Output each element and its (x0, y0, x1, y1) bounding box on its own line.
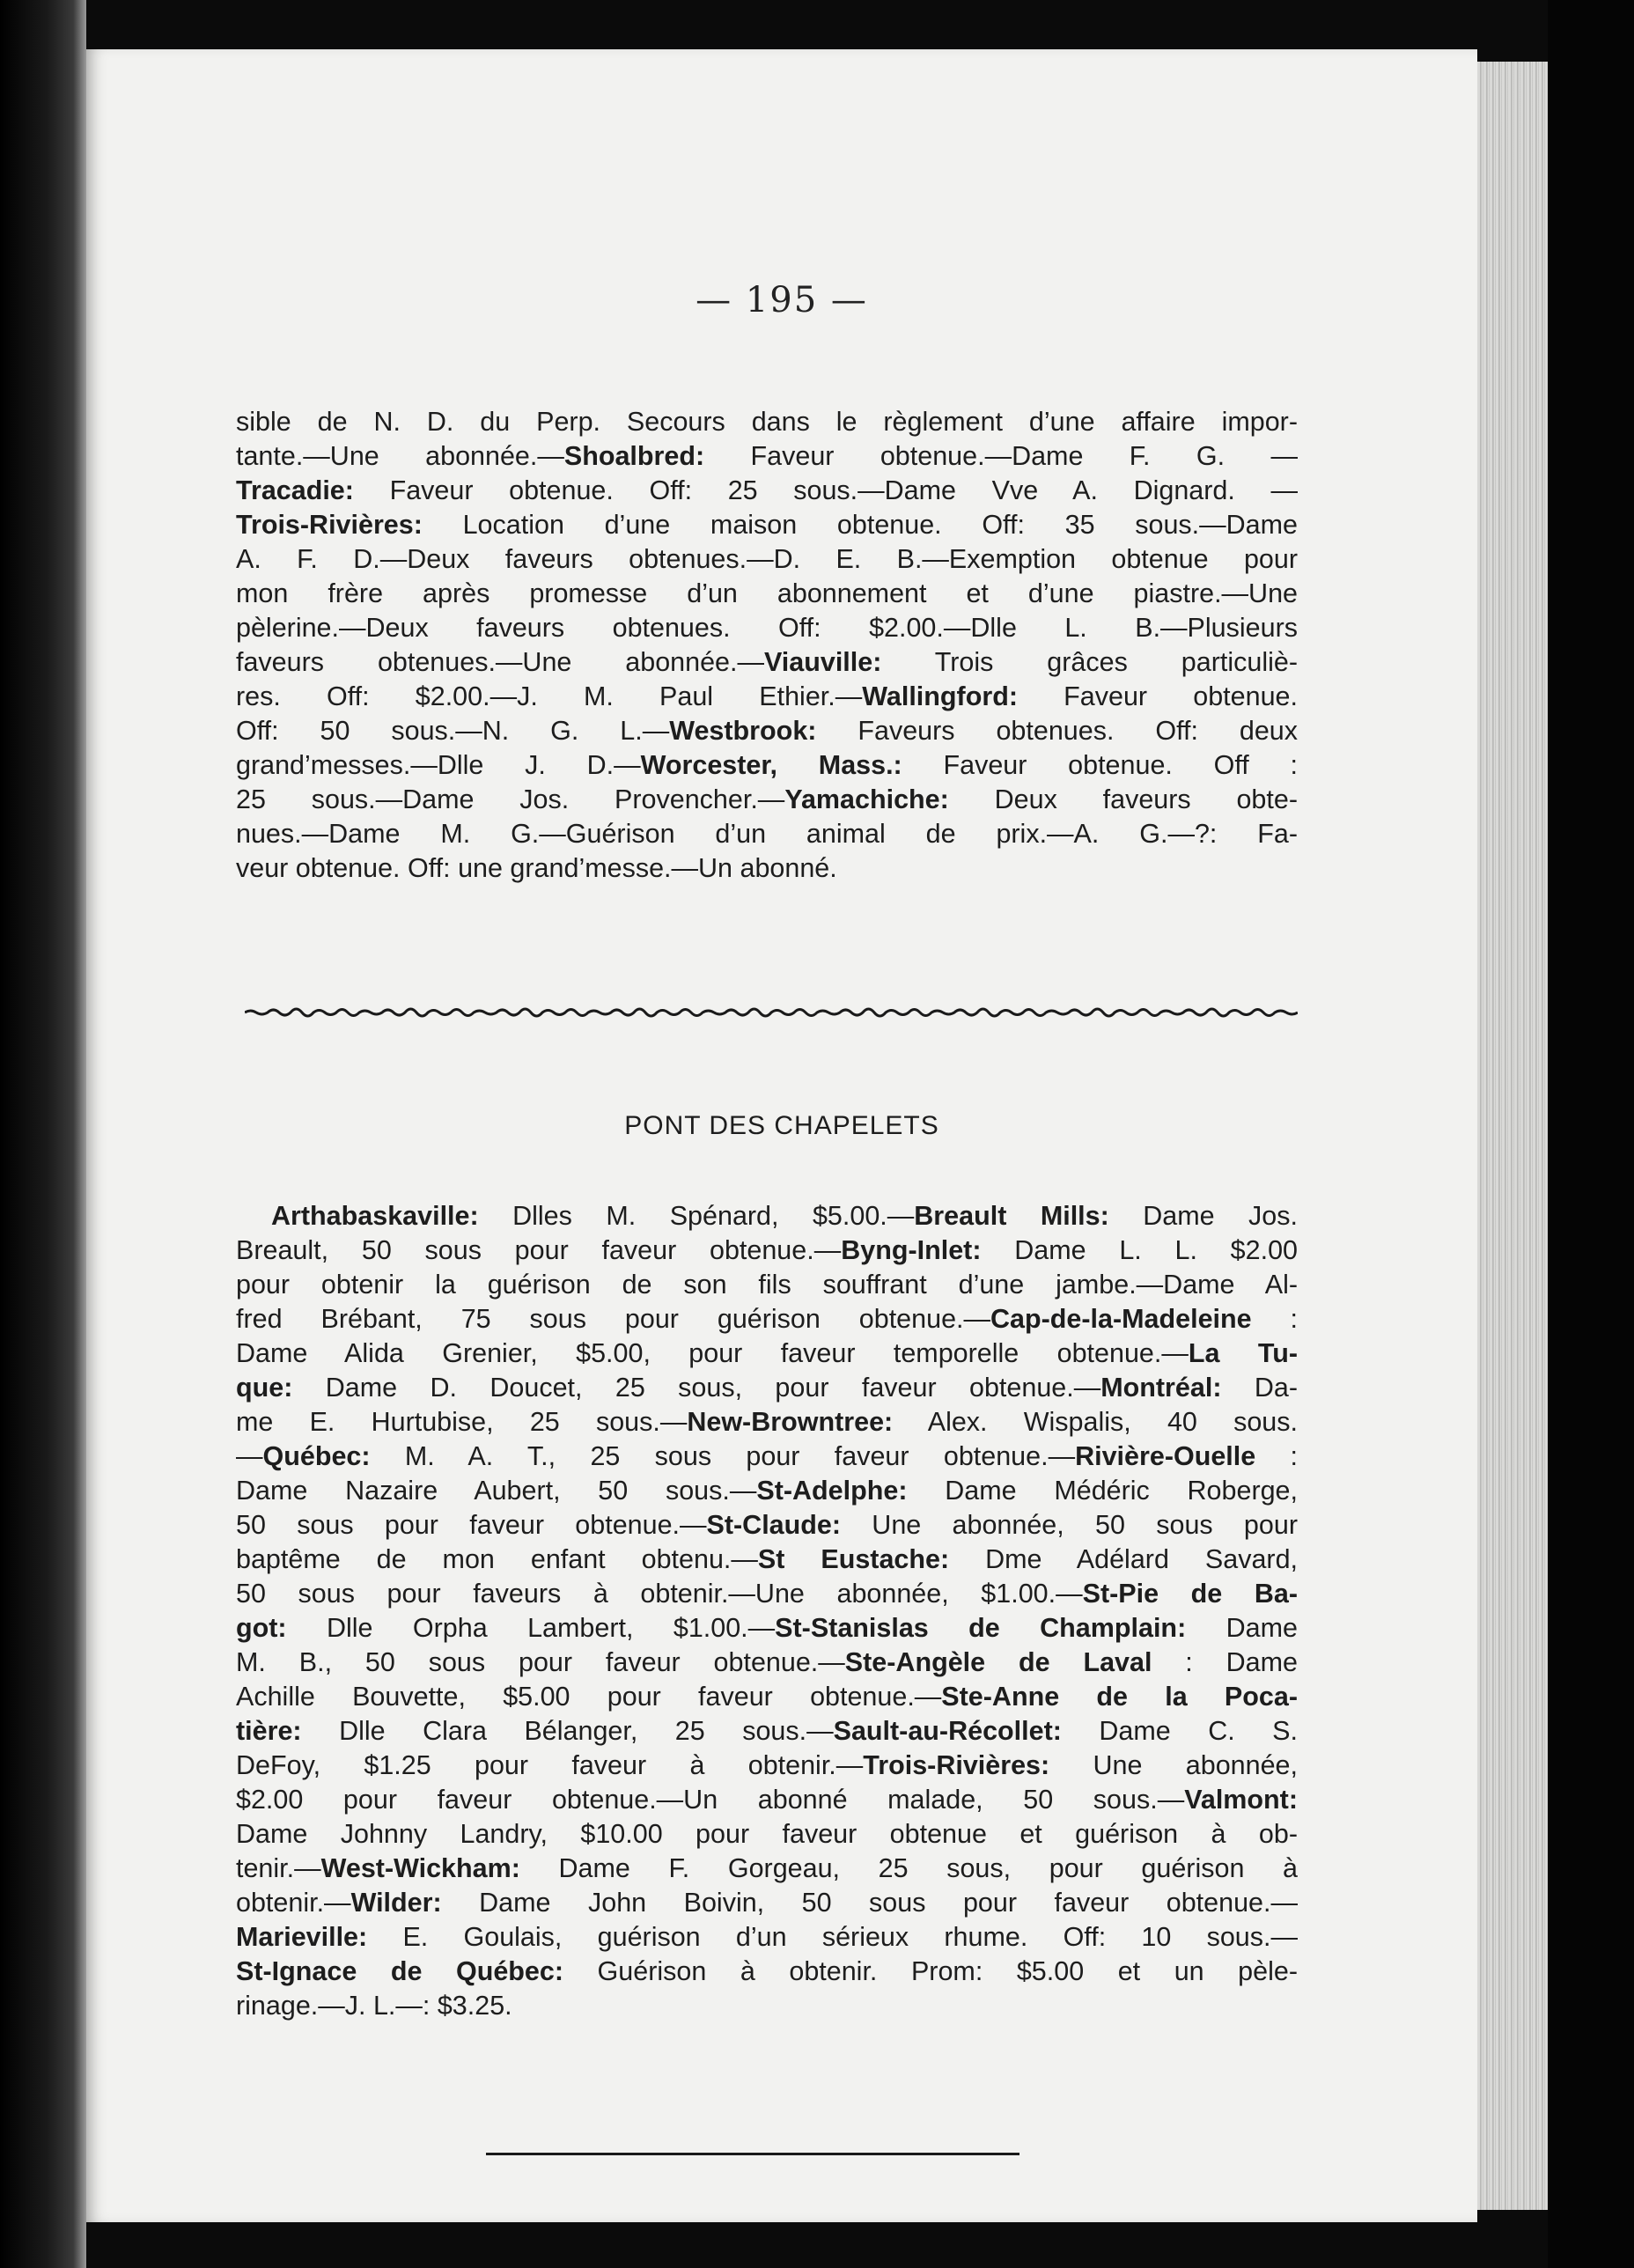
text-run: 50 sous pour faveur obtenue.— (236, 1510, 707, 1540)
text-run: sible de N. D. du Perp. Secours dans le règlement d’une affaire impor- (236, 407, 1298, 437)
text-run: pèlerine.—Deux faveurs obtenues. Off: $2.00.—Dlle L. B.—Plusieurs (236, 613, 1298, 643)
text-run: tante.—Une abonnée.— (236, 441, 564, 471)
text-run: $2.00 pour faveur obtenue.—Un abonné malade, 50 sous.— (236, 1785, 1185, 1815)
text-run: : (1255, 1441, 1299, 1471)
text-line (236, 474, 1298, 508)
text-line (236, 1817, 1298, 1852)
text-line (236, 1440, 1298, 1474)
text-run: Dme Adélard Savard, (949, 1544, 1299, 1574)
text-run: Dame F. Gorgeau, 25 sous, pour guérison à (519, 1853, 1298, 1883)
place-name: tière: (236, 1716, 302, 1746)
text-line (236, 1989, 1298, 2023)
text-line (236, 714, 1298, 748)
place-name: Rivière-Ouelle (1075, 1441, 1256, 1471)
text-line (236, 1474, 1298, 1508)
place-name: West-Wickham: (320, 1853, 520, 1883)
text-run: me E. Hurtubise, 25 sous.— (236, 1407, 688, 1437)
text-run: Breault, 50 sous pour faveur obtenue.— (236, 1235, 842, 1265)
text-run: Deux faveurs obte- (948, 784, 1298, 814)
text-run: Guérison à obtenir. Prom: $5.00 et un pèle- (563, 1956, 1298, 1986)
text-line (236, 748, 1298, 783)
section-paragraph (236, 1199, 1298, 2023)
text-run: Dame Jos. (1108, 1201, 1298, 1231)
text-line (236, 1577, 1298, 1611)
place-name: Yamachiche: (784, 784, 949, 814)
text-run: Dame C. S. (1061, 1716, 1298, 1746)
text-line (236, 1508, 1298, 1543)
place-name: St-Pie de Ba- (1082, 1579, 1298, 1609)
text-line (236, 1646, 1298, 1680)
text-line (236, 1783, 1298, 1817)
book-background (1548, 0, 1634, 2268)
text-line (236, 817, 1298, 851)
text-run: rinage.—J. L.—: $3.25. (236, 1991, 512, 2021)
place-name: New-Browntree: (687, 1407, 894, 1437)
end-rule (486, 2153, 1019, 2155)
place-name: got: (236, 1613, 287, 1643)
text-line (236, 577, 1298, 611)
text-line (236, 1749, 1298, 1783)
text-run: nues.—Dame M. G.—Guérison d’un animal de prix.—A. G.—?: Fa- (236, 819, 1298, 849)
place-name: Ste-Anne de la Poca- (941, 1682, 1298, 1712)
page-edges (1477, 62, 1548, 2210)
text-run: DeFoy, $1.25 pour faveur à obtenir.— (236, 1750, 864, 1780)
place-name: Arthabaskaville: (271, 1201, 479, 1231)
place-name: Trois-Rivières: (236, 510, 423, 540)
text-run: Faveur obtenue.—Dame F. G. — (704, 441, 1298, 471)
text-line (236, 1886, 1298, 1920)
place-name: Trois-Rivières: (863, 1750, 1050, 1780)
text-run: Dame D. Doucet, 25 sous, pour faveur obtenue.— (292, 1373, 1101, 1403)
text-line (236, 1233, 1298, 1268)
text-run: baptême de mon enfant obtenu.— (236, 1544, 758, 1574)
page-number: — 195 — (696, 280, 868, 320)
text-line (236, 680, 1298, 714)
text-run: Dlles M. Spénard, $5.00.— (478, 1201, 915, 1231)
text-run: Faveur obtenue. (1017, 681, 1298, 711)
text-line (236, 1336, 1298, 1371)
text-line (236, 508, 1298, 542)
text-line (236, 1611, 1298, 1646)
place-name: Viauville: (764, 647, 882, 677)
text-line (236, 1955, 1298, 1989)
place-name: Westbrook: (669, 716, 817, 746)
text-run: — (236, 1441, 263, 1471)
place-name: Montréal: (1100, 1373, 1222, 1403)
text-run: : Dame (1152, 1647, 1299, 1677)
text-run: M. A. T., 25 sous pour faveur obtenue.— (370, 1441, 1076, 1471)
place-name: Wallingford: (862, 681, 1018, 711)
text-run: Une abonnée, (1049, 1750, 1298, 1780)
text-line (236, 1199, 1298, 1233)
text-line (236, 1714, 1298, 1749)
place-name: Breault Mills: (914, 1201, 1109, 1231)
wavy-divider (245, 1002, 1298, 1023)
text-line (236, 439, 1298, 474)
text-run: Off: 50 sous.—N. G. L.— (236, 716, 670, 746)
text-line (236, 783, 1298, 817)
text-line (236, 645, 1298, 680)
text-run: 50 sous pour faveurs à obtenir.—Une abonnée, $1.00.— (236, 1579, 1083, 1609)
place-name: Sault-au-Récollet: (833, 1716, 1062, 1746)
text-run: Dlle Clara Bélanger, 25 sous.— (301, 1716, 834, 1746)
text-line (236, 1680, 1298, 1714)
text-line (236, 1302, 1298, 1336)
place-name: Wilder: (350, 1888, 442, 1918)
place-name: St Eustache: (757, 1544, 950, 1574)
text-run: Dame John Boivin, 50 sous pour faveur obtenue.— (441, 1888, 1298, 1918)
place-name: St-Stanislas de Champlain: (775, 1613, 1187, 1643)
text-run: veur obtenue. Off: une grand’messe.—Un abonné. (236, 853, 837, 883)
text-line (236, 542, 1298, 577)
book-spine (0, 0, 86, 2268)
place-name: Cap-de-la-Madeleine (990, 1304, 1252, 1334)
text-run: Faveur obtenue. Off: 25 sous.—Dame Vve A. Dignard. — (353, 475, 1298, 505)
text-run: Dame (1186, 1613, 1298, 1643)
text-run: M. B., 50 sous pour faveur obtenue.— (236, 1647, 845, 1677)
text-run: Une abonnée, 50 sous pour (841, 1510, 1298, 1540)
place-name: Québec: (262, 1441, 371, 1471)
place-name: Shoalbred: (563, 441, 705, 471)
text-run: mon frère après promesse d’un abonnement et d’une piastre.—Une (236, 578, 1298, 608)
text-run: Da- (1221, 1373, 1299, 1403)
text-line (236, 1543, 1298, 1577)
place-name: Ste-Angèle de Laval (844, 1647, 1152, 1677)
text-run: Faveurs obtenues. Off: deux (816, 716, 1298, 746)
text-run: Achille Bouvette, $5.00 pour faveur obtenue.— (236, 1682, 942, 1712)
text-run: A. F. D.—Deux faveurs obtenues.—D. E. B.—Exemption obtenue pour (236, 544, 1298, 574)
place-name: Marieville: (236, 1922, 368, 1952)
text-line (236, 1852, 1298, 1886)
text-run: 25 sous.—Dame Jos. Provencher.— (236, 784, 785, 814)
intro-paragraph (236, 405, 1298, 886)
text-line (236, 611, 1298, 645)
text-run: Location d’une maison obtenue. Off: 35 sous.—Dame (422, 510, 1298, 540)
place-name: que: (236, 1373, 293, 1403)
text-run: Faveur obtenue. Off : (902, 750, 1298, 780)
text-run: Dame Alida Grenier, $5.00, pour faveur temporelle obtenue.— (236, 1338, 1189, 1368)
text-run: : (1251, 1304, 1299, 1334)
text-run: tenir.— (236, 1853, 321, 1883)
text-run: E. Goulais, guérison d’un sérieux rhume. Off: 10 sous.— (367, 1922, 1298, 1952)
section-title: PONT DES CHAPELETS (624, 1111, 939, 1140)
place-name: Byng-Inlet: (841, 1235, 982, 1265)
text-run: Trois grâces particuliè- (881, 647, 1298, 677)
text-run: Dame Johnny Landry, $10.00 pour faveur obtenue et guérison à ob- (236, 1819, 1298, 1849)
text-line (236, 1920, 1298, 1955)
place-name: La Tu- (1188, 1338, 1298, 1368)
text-run: Alex. Wispalis, 40 sous. (893, 1407, 1298, 1437)
place-name: St-Ignace de Québec: (236, 1956, 563, 1986)
text-run: fred Brébant, 75 sous pour guérison obtenue.— (236, 1304, 991, 1334)
text-run: Dame L. L. $2.00 (981, 1235, 1299, 1265)
text-line (236, 405, 1298, 439)
place-name: St-Adelphe: (756, 1476, 908, 1506)
text-line (236, 1371, 1298, 1405)
text-line (236, 1268, 1298, 1302)
text-line (236, 1405, 1298, 1440)
text-run: grand’messes.—Dlle J. D.— (236, 750, 641, 780)
place-name: Valmont: (1184, 1785, 1298, 1815)
text-run: Dame Médéric Roberge, (907, 1476, 1298, 1506)
text-run: faveurs obtenues.—Une abonnée.— (236, 647, 764, 677)
place-name: St-Claude: (706, 1510, 842, 1540)
text-line (236, 851, 1298, 886)
text-run: Dlle Orpha Lambert, $1.00.— (286, 1613, 776, 1643)
place-name: Tracadie: (236, 475, 354, 505)
place-name: Worcester, Mass.: (640, 750, 902, 780)
text-run: res. Off: $2.00.—J. M. Paul Ethier.— (236, 681, 863, 711)
text-run: Dame Nazaire Aubert, 50 sous.— (236, 1476, 757, 1506)
book-page (86, 49, 1477, 2222)
text-run: obtenir.— (236, 1888, 351, 1918)
text-run: pour obtenir la guérison de son fils souffrant d’une jambe.—Dame Al- (236, 1270, 1298, 1300)
